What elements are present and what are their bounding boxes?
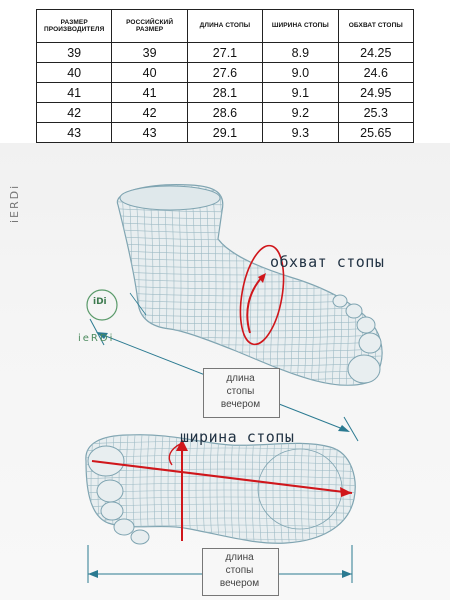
table-cell: 39 [37,43,112,63]
table-cell: 25.65 [338,123,413,143]
header-foot-girth: ОБХВАТ СТОПЫ [338,10,413,43]
table-cell: 9.0 [263,63,338,83]
table-cell: 8.9 [263,43,338,63]
table-row [37,83,414,103]
table-row [37,43,414,63]
brand-logo-mark-text: iDi [93,297,107,307]
girth-label: обхват стопы [270,253,385,271]
table-cell: 25.3 [338,103,413,123]
width-label: ширина стопы [180,428,295,446]
table-cell: 28.6 [187,103,262,123]
header-manufacturer-size: РАЗМЕР ПРОИЗВОДИТЕЛЯ [37,10,112,43]
table-cell: 41 [37,83,112,103]
length-label-bottom: длина стопы вечером [219,552,260,589]
table-cell: 42 [112,103,187,123]
table-row [37,63,414,83]
table-cell: 24.6 [338,63,413,83]
table-cell: 27.1 [187,43,262,63]
table-row [37,103,414,123]
table-cell: 43 [37,123,112,143]
table-cell: 42 [37,103,112,123]
table-header-row [37,10,414,43]
table-cell: 41 [112,83,187,103]
brand-logo-text: ieRDi [78,333,115,344]
table-row [37,123,414,143]
table-cell: 9.2 [263,103,338,123]
table-cell: 28.1 [187,83,262,103]
table-cell: 40 [37,63,112,83]
table-cell: 43 [112,123,187,143]
table-cell: 27.6 [187,63,262,83]
table-cell: 9.3 [263,123,338,143]
brand-vertical-logo: iERDi [8,183,21,223]
header-russian-size: РОССИЙСКИЙ РАЗМЕР [112,10,187,43]
foot-illustration [0,143,450,600]
table-cell: 24.95 [338,83,413,103]
table-cell: 39 [112,43,187,63]
length-label-top: длина стопы вечером [220,373,261,410]
header-foot-length: ДЛИНА СТОПЫ [187,10,262,43]
table-cell: 40 [112,63,187,83]
table-cell: 29.1 [187,123,262,143]
header-foot-width: ШИРИНА СТОПЫ [263,10,338,43]
table-cell: 24.25 [338,43,413,63]
table-cell: 9.1 [263,83,338,103]
